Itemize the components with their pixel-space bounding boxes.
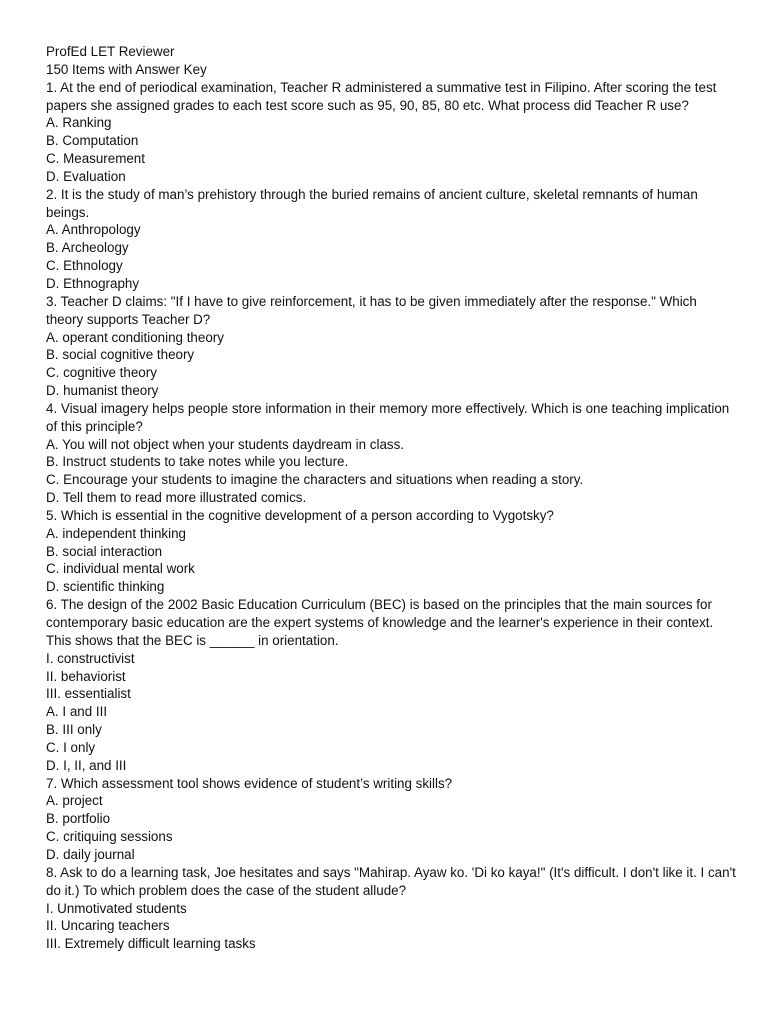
choice-2d: D. Ethnography: [46, 275, 140, 291]
question-7: 7. Which assessment tool shows evidence of student’s writing skills?: [46, 775, 453, 791]
choice-6c: C. I only: [46, 739, 96, 755]
choice-1b: B. Computation: [46, 133, 139, 149]
choice-7b: B. portfolio: [46, 811, 111, 827]
choice-2c: C. Ethnology: [46, 258, 123, 274]
choice-2a: A. Anthropology: [46, 222, 141, 238]
question-8: 8. Ask to do a learning task, Joe hesitates and says "Mahirap. Ayaw ko. 'Di ko kaya!" (It's difficult. I don't like it. I can't do it.) To which problem does the case of the student allude?: [46, 864, 736, 898]
question-6: 6. The design of the 2002 Basic Education Curriculum (BEC) is based on the principles that the main sources for contemporary basic education are the expert systems of knowledge and the learner's experience in their context. This shows that the BEC is ______ in orientation.: [46, 597, 714, 648]
statement-8-iii: III. Extremely difficult learning tasks: [46, 936, 256, 952]
statement-6-i: I. constructivist: [46, 650, 135, 666]
choice-6d: D. I, II, and III: [46, 757, 127, 773]
statement-8-i: I. Unmotivated students: [46, 900, 187, 916]
choice-4c: C. Encourage your students to imagine the characters and situations when reading a story.: [46, 472, 584, 488]
choice-5c: C. individual mental work: [46, 561, 195, 577]
question-1: 1. At the end of periodical examination, Teacher R administered a summative test in Filipino. After scoring the test papers she assigned grades to each test score such as 95, 90, 85, 80 etc. What process did Teacher R use?: [46, 79, 717, 113]
document-subtitle: 150 Items with Answer Key: [46, 61, 207, 77]
statement-6-iii: III. essentialist: [46, 686, 131, 702]
choice-4a: A. You will not object when your students daydream in class.: [46, 436, 405, 452]
choice-3a: A. operant conditioning theory: [46, 329, 224, 345]
document-page: [46, 43, 736, 953]
choice-4b: B. Instruct students to take notes while you lecture.: [46, 454, 349, 470]
choice-6a: A. I and III: [46, 704, 108, 720]
choice-1d: D. Evaluation: [46, 168, 126, 184]
question-2: 2. It is the study of man’s prehistory through the buried remains of ancient culture, skeletal remnants of human beings.: [46, 186, 698, 220]
choice-1c: C. Measurement: [46, 151, 145, 167]
document-title: ProfEd LET Reviewer: [46, 44, 175, 59]
choice-4d: D. Tell them to read more illustrated comics.: [46, 490, 307, 506]
choice-3c: C. cognitive theory: [46, 365, 157, 381]
choice-2b: B. Archeology: [46, 240, 129, 256]
question-3: 3. Teacher D claims: "If I have to give reinforcement, it has to be given immediately after the response." Which theory supports Teacher D?: [46, 293, 697, 327]
choice-5a: A. independent thinking: [46, 525, 186, 541]
choice-3b: B. social cognitive theory: [46, 347, 195, 363]
question-4: 4. Visual imagery helps people store information in their memory more effectively. Which is one teaching implication of this principle?: [46, 400, 730, 434]
statement-6-ii: II. behaviorist: [46, 668, 126, 684]
choice-5d: D. scientific thinking: [46, 579, 165, 595]
question-5: 5. Which is essential in the cognitive development of a person according to Vygotsky?: [46, 507, 554, 523]
choice-5b: B. social interaction: [46, 543, 163, 559]
choice-6b: B. III only: [46, 722, 102, 738]
statement-8-ii: II. Uncaring teachers: [46, 918, 170, 934]
choice-1a: A. Ranking: [46, 115, 112, 131]
choice-3d: D. humanist theory: [46, 383, 159, 399]
choice-7a: A. project: [46, 793, 103, 809]
choice-7c: C. critiquing sessions: [46, 829, 173, 845]
choice-7d: D. daily journal: [46, 846, 135, 862]
